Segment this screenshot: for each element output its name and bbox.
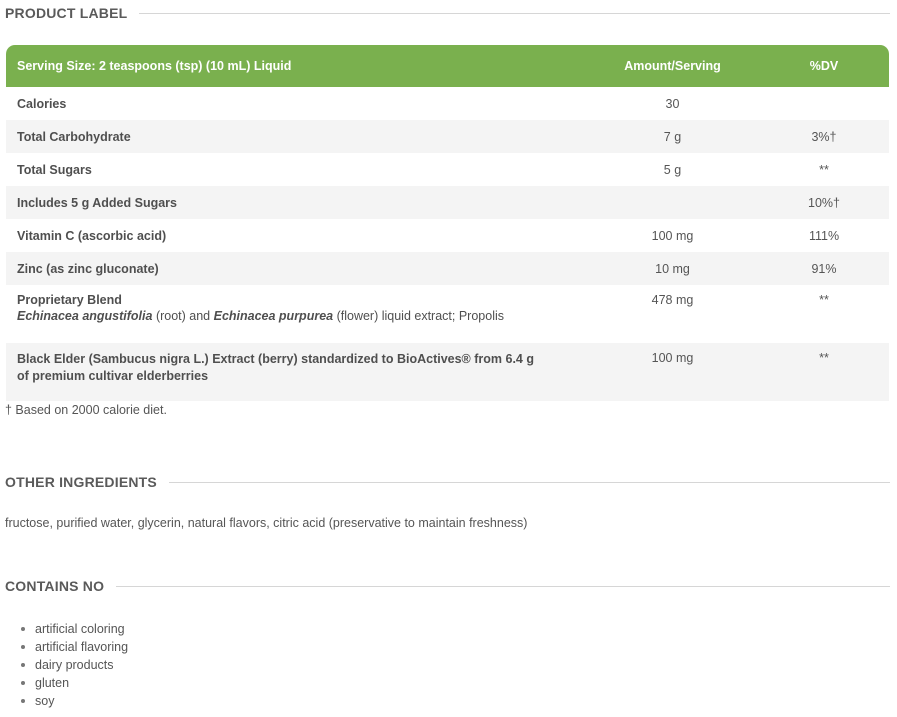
row-name: Zinc (as zinc gluconate): [6, 252, 586, 285]
list-item-text: gluten: [35, 676, 70, 690]
table-row: [6, 120, 889, 153]
row-name: [6, 285, 586, 343]
bullet-icon: [21, 645, 25, 649]
list-item-text: soy: [35, 694, 55, 708]
bullet-icon: [21, 699, 25, 703]
other-ingredients-text: fructose, purified water, glycerin, natural flavors, citric acid (preservative to maintain freshness): [5, 516, 528, 530]
contains-no-title: CONTAINS NO: [5, 578, 105, 594]
row-dv: **: [819, 162, 829, 177]
heading-divider: [139, 13, 890, 14]
product-label-heading: [5, 4, 890, 22]
row-dv: 91%: [759, 252, 889, 285]
row-dv: 3%†: [759, 120, 889, 153]
nutrition-table: [6, 45, 889, 401]
dv-header: %DV: [759, 45, 889, 87]
other-ingredients-heading: [5, 473, 890, 491]
table-row: [6, 343, 889, 401]
table-header-row: [6, 45, 889, 87]
row-name: Total Carbohydrate: [6, 120, 586, 153]
list-item: [21, 692, 128, 710]
row-amount: 30: [665, 96, 680, 111]
row-dv: **: [759, 343, 889, 401]
species-purpurea: Echinacea purpurea: [213, 309, 334, 323]
list-item-text: artificial flavoring: [35, 640, 129, 654]
other-ingredients-title: OTHER INGREDIENTS: [5, 474, 157, 490]
table-row: [6, 252, 889, 285]
blend-description: [17, 309, 575, 323]
list-item: [21, 638, 128, 656]
serving-size-header: Serving Size: 2 teaspoons (tsp) (10 mL) Liquid: [6, 45, 586, 87]
table-row: [6, 87, 889, 120]
row-amount: 7 g: [586, 120, 759, 153]
row-name: Includes 5 g Added Sugars: [6, 186, 586, 219]
elder-extract-name: Black Elder (Sambucus nigra L.) Extract (berry) standardized to BioActives® from 6.4 g of premium cultivar elderberries: [17, 352, 534, 383]
row-amount: 10 mg: [586, 252, 759, 285]
row-amount: 100 mg: [651, 228, 694, 243]
calorie-footnote: † Based on 2000 calorie diet.: [5, 403, 167, 417]
row-amount: 478 mg: [651, 293, 694, 307]
row-name: Calories: [17, 96, 67, 111]
table-row: [6, 186, 889, 219]
row-name: Vitamin C (ascorbic acid): [17, 228, 167, 243]
row-amount: 5 g: [663, 162, 682, 177]
blend-title: Proprietary Blend: [17, 293, 122, 307]
list-item-text: dairy products: [35, 658, 114, 672]
contains-no-heading: [5, 577, 890, 595]
row-amount: [586, 186, 759, 219]
heading-divider: [169, 482, 890, 483]
bullet-icon: [21, 681, 25, 685]
row-dv: [759, 87, 889, 120]
contains-no-list: [21, 620, 128, 710]
table-row: [6, 219, 889, 252]
row-name: [6, 343, 586, 401]
bullet-icon: [21, 663, 25, 667]
amount-header: Amount/Serving: [586, 45, 759, 87]
list-item: [21, 620, 128, 638]
table-row: [6, 285, 889, 343]
bullet-icon: [21, 627, 25, 631]
heading-divider: [116, 586, 890, 587]
product-label-title: PRODUCT LABEL: [5, 5, 128, 21]
species-angustifolia: Echinacea angustifolia: [17, 309, 153, 323]
blend-part-root: (root) and: [152, 309, 214, 323]
list-item: [21, 674, 128, 692]
row-name: Total Sugars: [17, 162, 92, 177]
list-item-text: artificial coloring: [35, 622, 125, 636]
list-item: [21, 656, 128, 674]
row-dv: 111%: [808, 228, 840, 243]
row-dv: **: [819, 293, 829, 307]
blend-part-flower: (flower) liquid extract; Propolis: [333, 309, 505, 323]
table-row: [6, 153, 889, 186]
row-amount: 100 mg: [586, 343, 759, 401]
row-dv: 10%†: [759, 186, 889, 219]
